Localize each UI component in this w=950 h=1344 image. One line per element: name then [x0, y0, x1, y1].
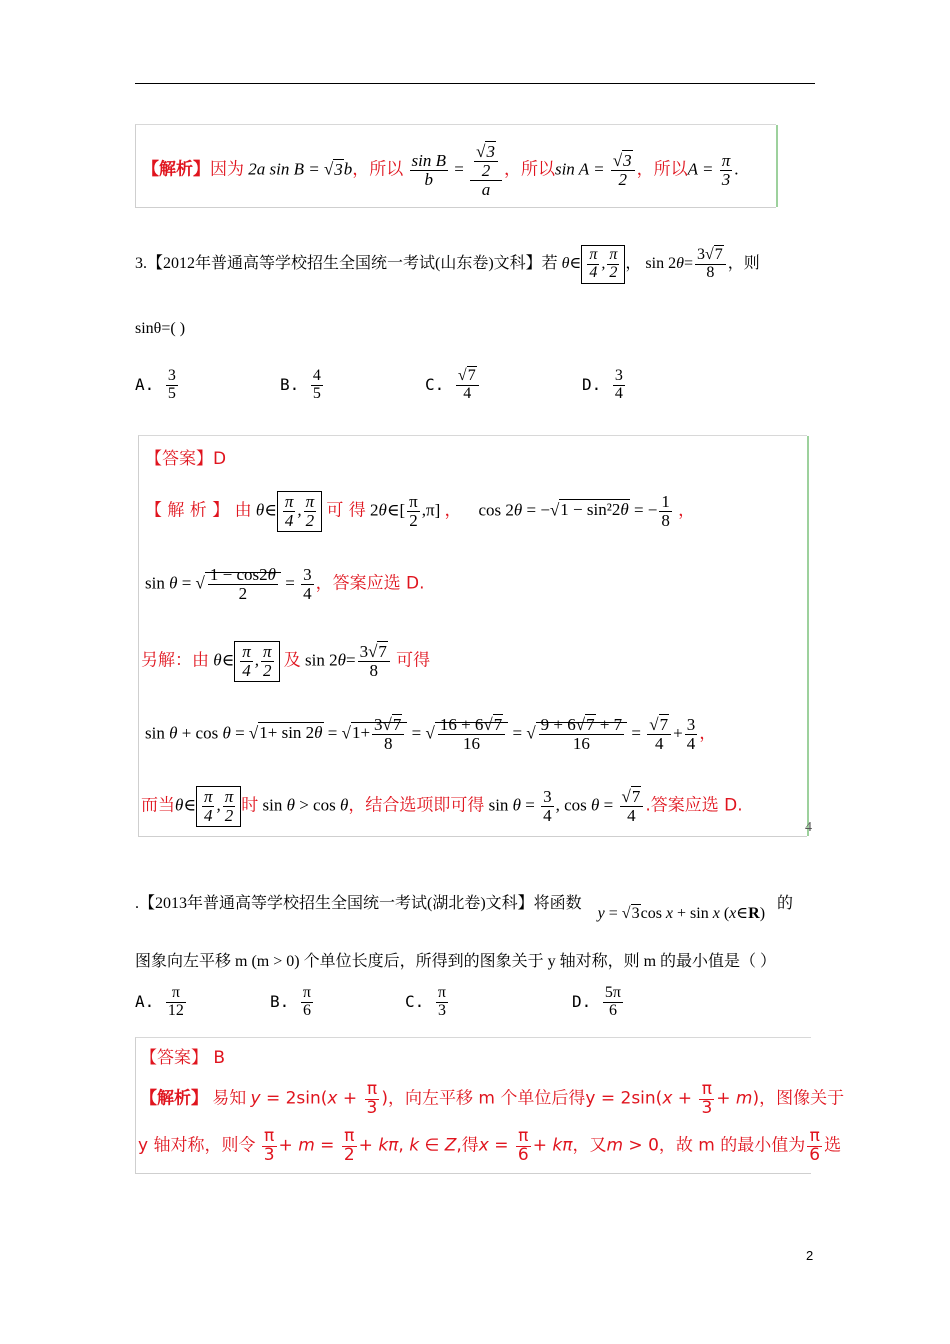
question-4-line-2: [135, 948, 776, 971]
equation: 2a sin B = √3b: [248, 159, 353, 179]
text: 的: [777, 895, 794, 912]
text: 及: [283, 650, 301, 671]
header-rule: [135, 83, 815, 84]
question-text: 图象向左平移 m (m > 0) 个单位长度后，所得到的图象关于 y 轴对称，则 m 的最小值是（ ）: [135, 953, 777, 970]
text: ，: [678, 500, 696, 521]
text: .答案应选 D.: [645, 795, 743, 816]
answer-label: 【答案】 B: [140, 1048, 226, 1068]
jiexi-line-1: 【 解 析 】 由 θ∈ $\frac{\pi}{4}$ , $\frac{\pi}{2}$ 可 得 2θ∈[ $\frac{\pi}{2}$ ,π] ， cos 2θ = −√1 − sin²2θ = − $\frac{1}{8}$ ，: [145, 492, 696, 530]
jiexi-line-2: y 轴对称，则令 $\frac{\pi}{3}$ + m = $\frac{\pi}{2}$ + kπ, k ∈ Z,得x = $\frac{\pi}{6}$ + kπ，又m > 0，故 m 的最小值为 $\frac{\pi}{6}$ 选: [138, 1126, 842, 1165]
question-prefix: .【2013年普通高等学校招生全国统一考试(湖北卷)文科】将函数: [135, 895, 582, 912]
alt-line-3: 而当θ∈ $\frac{\pi}{4}$ , $\frac{\pi}{2}$ 时 sin θ > cos θ，结合选项即可得 sin θ = $\frac{3}{4}$ , cos θ = $\frac{√7}{4}$ .答案应选 D.: [141, 787, 743, 825]
solution-box-4: [135, 1037, 845, 1174]
option-d[interactable]: D. $\frac{3}{4}$: [582, 367, 623, 402]
answer-label: 【答案】D: [145, 449, 227, 469]
question-prefix: 3.【2012年普通高等学校招生全国统一考试(山东卷)文科】若: [135, 254, 558, 272]
margin-number: 4: [805, 820, 812, 835]
ask-text: sinθ=( ): [135, 320, 186, 337]
text: ，结合选项即可得: [348, 795, 485, 816]
option-a[interactable]: A. $\frac{\pi}{12}$: [135, 984, 184, 1019]
question-4-line-1: .【2013年普通高等学校招生全国统一考试(湖北卷)文科】将函数 y = √3cos x + sin x (x∈R) 的: [135, 895, 794, 922]
page-number: 2: [806, 1248, 814, 1263]
option-d[interactable]: D. $\frac{5\pi}{6}$: [572, 984, 621, 1019]
option-b[interactable]: B. $\frac{4}{5}$: [280, 367, 321, 402]
comma: ，: [625, 254, 642, 272]
text: ，答案应选 D.: [315, 573, 425, 594]
alt-line-2: sin θ + cos θ = √1+ sin 2θ = √1+ $\frac{3√7}{8}$ = √ $\frac{16 + 6√7}{16}$ = √ $\frac{9 + 6√7 + 7}{16}$ = $\frac{√7}{4}$ + $\frac{3}{4}$ ，: [145, 715, 717, 753]
alt-line-1: 另解：由 θ∈ $\frac{\pi}{4}$ , $\frac{\pi}{2}$ 及 sin 2θ= $\frac{3√7}{8}$ 可得: [141, 642, 431, 680]
text: ，: [699, 723, 717, 744]
period: .: [734, 159, 739, 179]
text: 可得: [396, 650, 431, 671]
fraction: $\frac{\frac{√3}{2}}{a}$: [470, 143, 502, 199]
jiexi-label: 【解析】: [140, 1088, 208, 1109]
question-3-ask: [135, 320, 185, 338]
solution-box-3: [138, 435, 807, 837]
answer-line: [140, 1043, 225, 1068]
text: 易知: [212, 1088, 247, 1109]
answer-line: [145, 444, 226, 469]
text: ，: [444, 500, 462, 521]
option-a[interactable]: A. $\frac{3}{5}$: [135, 367, 176, 402]
text: ，所以: [636, 159, 688, 180]
text: 而当: [141, 795, 175, 816]
text: ,得: [456, 1135, 479, 1156]
text: y 轴对称，则令: [138, 1135, 256, 1156]
alt-label: 另解：由: [141, 650, 209, 671]
text: 因为: [210, 159, 244, 180]
fraction: $\frac{\text{sin B}}{b}$: [411, 151, 447, 190]
text: 可 得: [326, 500, 366, 521]
text: 时: [241, 795, 259, 816]
then-text: ，则: [727, 254, 760, 272]
solution-line-1: 【解析】因为 2a sin B = √3b，所以 $\frac{\text{sin B}}{b}$ = $\frac{\frac{√3}{2}}{a}$ ，所以sin A = $\frac{√3}{2}$ ，所以A = $\frac{\pi}{3}$ .: [142, 142, 739, 199]
jiexi-line-1: 【解析】 易知 y = 2sin(x + $\frac{\pi}{3}$ )，向左平移 m 个单位后得y = 2sin(x + $\frac{\pi}{3}$ + m)，图像关于: [140, 1079, 845, 1118]
jiexi-label: 【 解 析 】 由: [145, 500, 252, 521]
jiexi-line-2: sin θ = √ $\frac{1 - \cos 2\theta}{2}$ = $\frac{3}{4}$ ，答案应选 D.: [145, 565, 425, 603]
text: ，图像关于: [759, 1088, 845, 1109]
option-b[interactable]: B. $\frac{\pi}{6}$: [270, 984, 311, 1019]
option-c[interactable]: C. $\frac{√7}{4}$: [425, 368, 481, 403]
text: 选: [824, 1135, 842, 1156]
jiexi-label: 【解析】: [142, 159, 210, 180]
option-c[interactable]: C. $\frac{\pi}{3}$: [405, 984, 446, 1019]
text: ，所以: [352, 159, 404, 180]
text: ，向左平移 m 个单位后得: [388, 1088, 586, 1109]
solution-box-1: [135, 124, 776, 208]
question-3-line-1: 3.【2012年普通高等学校招生全国统一考试(山东卷)文科】若 θ∈ $\frac{\pi}{4}$ , $\frac{\pi}{2}$ ， sin 2θ= $\frac{3√7}{8}$ ，则: [135, 245, 760, 284]
text: ，又: [572, 1135, 607, 1156]
text: ，所以: [503, 159, 555, 180]
text: ，故 m 的最小值为: [658, 1135, 806, 1156]
